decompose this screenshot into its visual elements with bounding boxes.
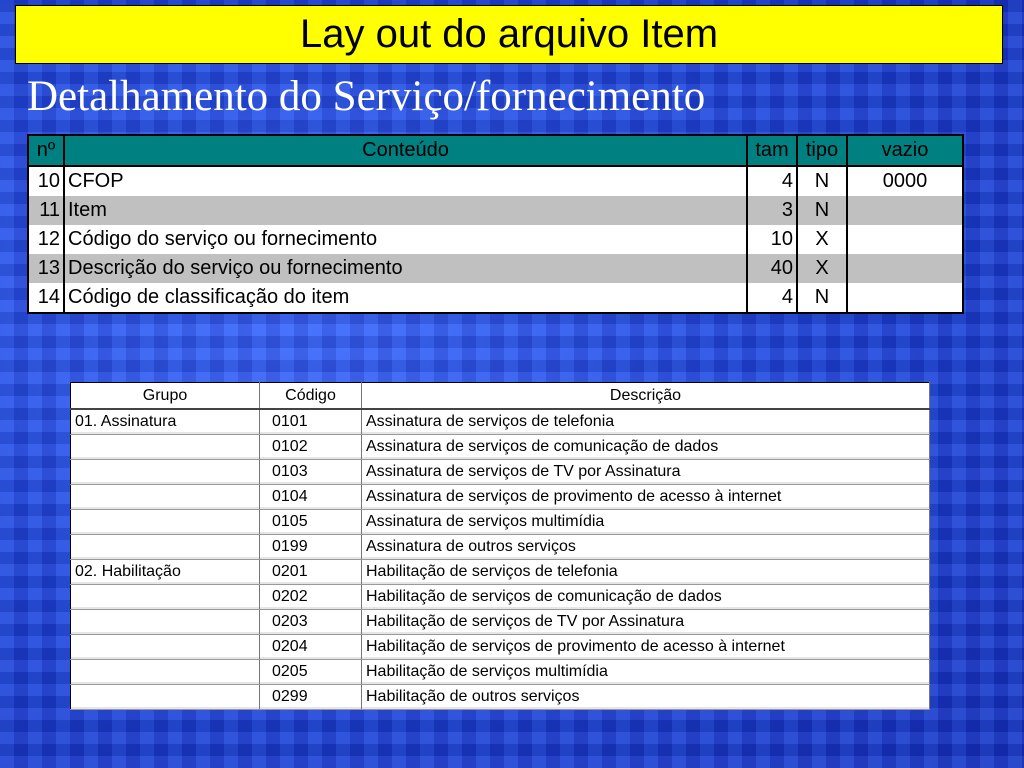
- header-grupo: Grupo: [71, 383, 260, 410]
- row-conteudo: Descrição do serviço ou fornecimento: [64, 254, 747, 283]
- row-tam: 4: [747, 166, 797, 196]
- header-tam: tam: [747, 135, 797, 166]
- row-conteudo: Código do serviço ou fornecimento: [64, 225, 747, 254]
- row-codigo: 0103: [260, 460, 362, 485]
- row-codigo: 0202: [260, 585, 362, 610]
- row-descricao: Habilitação de serviços de comunicação de dados: [362, 585, 930, 610]
- row-grupo: [71, 485, 260, 510]
- row-tipo: N: [797, 283, 847, 313]
- row-descricao: Habilitação de serviços multimídia: [362, 660, 930, 685]
- table-row: [71, 610, 930, 635]
- row-vazio: [847, 225, 963, 254]
- header-descricao: Descrição: [362, 383, 930, 410]
- table-row: [28, 225, 963, 254]
- row-codigo: 0299: [260, 685, 362, 710]
- row-codigo: 0102: [260, 435, 362, 460]
- row-vazio: [847, 283, 963, 313]
- table-row: [28, 166, 963, 196]
- row-tipo: N: [797, 166, 847, 196]
- row-n: 12: [28, 225, 64, 254]
- row-n: 14: [28, 283, 64, 313]
- row-codigo: 0101: [260, 409, 362, 435]
- table-row: [71, 435, 930, 460]
- row-grupo: 01. Assinatura: [71, 409, 260, 435]
- header-codigo: Código: [260, 383, 362, 410]
- row-grupo: [71, 585, 260, 610]
- row-descricao: Assinatura de serviços de TV por Assinatura: [362, 460, 930, 485]
- table-row: [71, 660, 930, 685]
- table-row: [71, 485, 930, 510]
- row-codigo: 0204: [260, 635, 362, 660]
- table-row: [71, 460, 930, 485]
- row-descricao: Habilitação de outros serviços: [362, 685, 930, 710]
- slide-title-text: Lay out do arquivo Item: [299, 12, 719, 56]
- row-tipo: N: [797, 196, 847, 225]
- row-grupo: [71, 635, 260, 660]
- slide-title: [15, 5, 1003, 64]
- slide-subtitle: Detalhamento do Serviço/fornecimento: [27, 73, 706, 120]
- row-tam: 40: [747, 254, 797, 283]
- row-vazio: 0000: [847, 166, 963, 196]
- table-row: [71, 635, 930, 660]
- row-n: 13: [28, 254, 64, 283]
- row-codigo: 0203: [260, 610, 362, 635]
- table-row: [71, 535, 930, 560]
- row-conteudo: CFOP: [64, 166, 747, 196]
- classification-table: [70, 382, 930, 710]
- row-grupo: 02. Habilitação: [71, 560, 260, 585]
- row-codigo: 0199: [260, 535, 362, 560]
- row-descricao: Assinatura de outros serviços: [362, 535, 930, 560]
- row-tam: 4: [747, 283, 797, 313]
- row-n: 10: [28, 166, 64, 196]
- row-codigo: 0105: [260, 510, 362, 535]
- row-vazio: [847, 196, 963, 225]
- row-codigo: 0205: [260, 660, 362, 685]
- row-grupo: [71, 510, 260, 535]
- row-descricao: Assinatura de serviços de provimento de acesso à internet: [362, 485, 930, 510]
- row-grupo: [71, 435, 260, 460]
- row-descricao: Habilitação de serviços de telefonia: [362, 560, 930, 585]
- row-codigo: 0104: [260, 485, 362, 510]
- row-descricao: Habilitação de serviços de TV por Assinatura: [362, 610, 930, 635]
- row-vazio: [847, 254, 963, 283]
- row-tam: 10: [747, 225, 797, 254]
- table-row: [28, 254, 963, 283]
- row-tipo: X: [797, 225, 847, 254]
- row-descricao: Habilitação de serviços de provimento de acesso à internet: [362, 635, 930, 660]
- table-row: [28, 283, 963, 313]
- row-tam: 3: [747, 196, 797, 225]
- layout-table-header: [28, 135, 963, 166]
- row-grupo: [71, 660, 260, 685]
- row-tipo: X: [797, 254, 847, 283]
- table-row: [28, 196, 963, 225]
- header-vazio: vazio: [847, 135, 963, 166]
- row-grupo: [71, 685, 260, 710]
- row-n: 11: [28, 196, 64, 225]
- header-conteudo: Conteúdo: [64, 135, 747, 166]
- classification-table-header: [71, 383, 930, 410]
- row-descricao: Assinatura de serviços multimídia: [362, 510, 930, 535]
- layout-table: [27, 134, 964, 314]
- table-row: [71, 585, 930, 610]
- row-descricao: Assinatura de serviços de comunicação de dados: [362, 435, 930, 460]
- table-row: [71, 510, 930, 535]
- header-n: nº: [28, 135, 64, 166]
- table-row: [71, 560, 930, 585]
- row-conteudo: Item: [64, 196, 747, 225]
- table-row: [71, 685, 930, 710]
- row-grupo: [71, 535, 260, 560]
- row-grupo: [71, 460, 260, 485]
- row-conteudo: Código de classificação do item: [64, 283, 747, 313]
- header-tipo: tipo: [797, 135, 847, 166]
- table-row: [71, 409, 930, 435]
- row-codigo: 0201: [260, 560, 362, 585]
- row-grupo: [71, 610, 260, 635]
- row-descricao: Assinatura de serviços de telefonia: [362, 409, 930, 435]
